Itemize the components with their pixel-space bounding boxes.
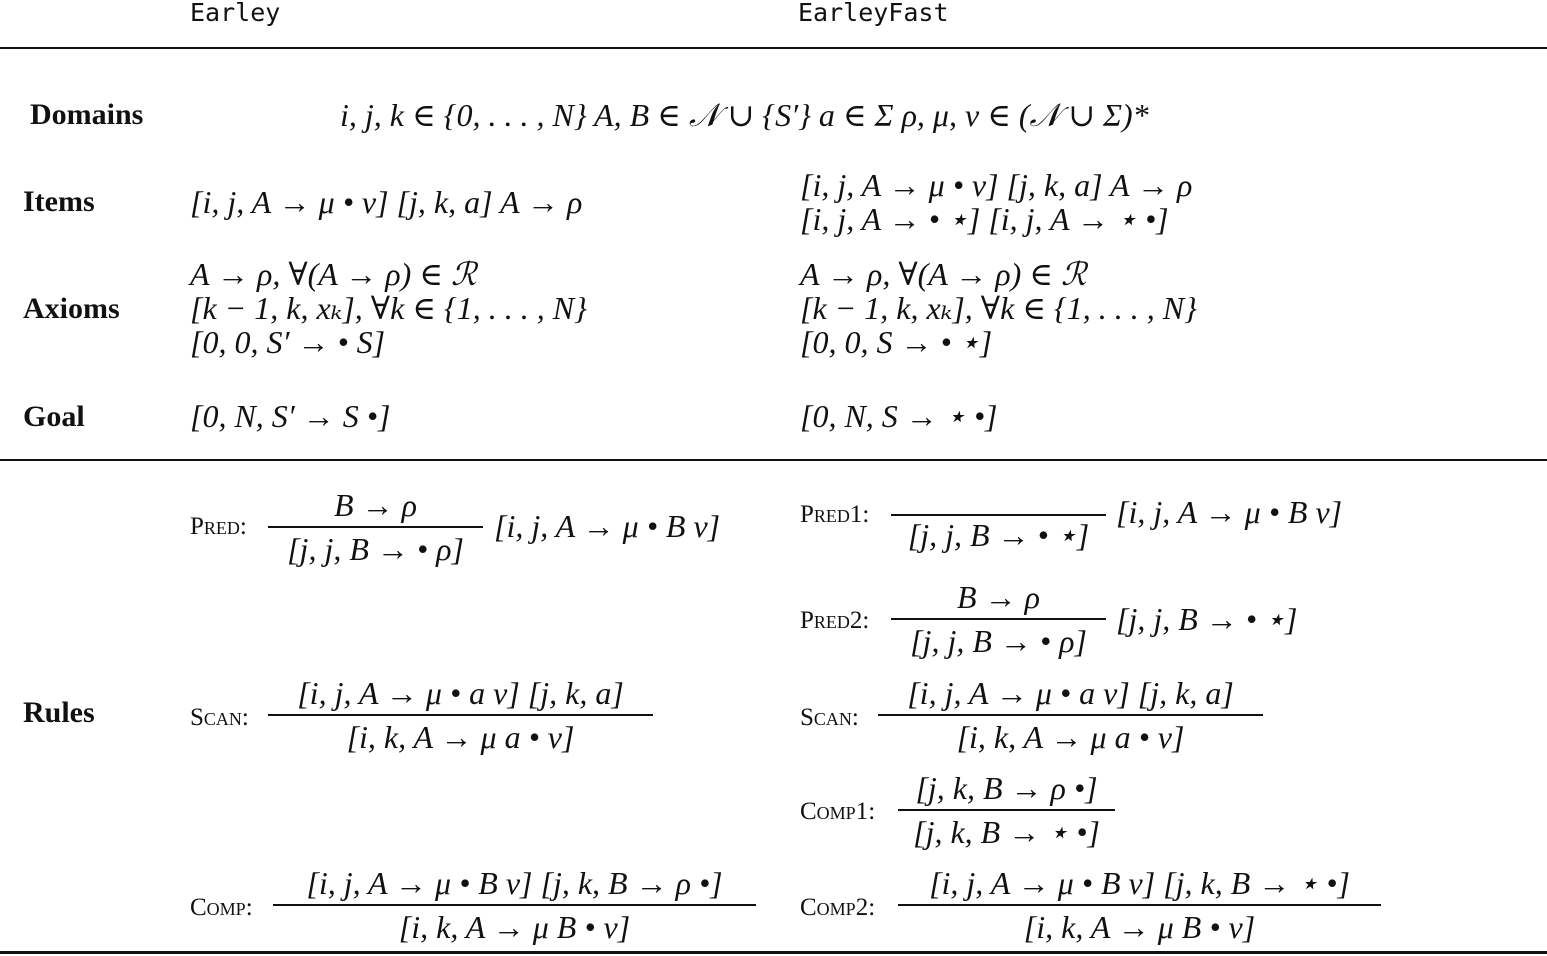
earley-axiom-2: [k − 1, k, xₖ], ∀k ∈ {1, . . . , N} <box>190 290 587 326</box>
earley-axiom-3: [0, 0, S′ → • S] <box>190 324 386 360</box>
earley-pred-side: [i, j, A → μ • B ν] <box>494 508 721 544</box>
fast-comp2-den: [i, k, A → μ B • ν] <box>1023 909 1256 945</box>
fast-comp1-name: Comp1: <box>800 798 876 825</box>
earley-comp-num: [i, j, A → μ • B ν] [j, k, B → ρ •] <box>306 865 723 901</box>
earley-pred-den: [j, j, B → • ρ] <box>287 531 464 567</box>
fast-comp1-fraction <box>898 771 1115 855</box>
label-rules: Rules <box>23 696 95 729</box>
domains-row: i, j, k ∈ {0, . . . , N} A, B ∈ 𝒩 ∪ {S′} a ∈ Σ ρ, μ, ν ∈ (𝒩 ∪ Σ)* <box>340 97 1149 133</box>
fast-pred2-num: B → ρ <box>957 579 1040 615</box>
fast-pred2-fraction <box>891 580 1106 664</box>
fast-scan-name: Scan: <box>800 704 859 731</box>
label-domains: Domains <box>30 98 144 131</box>
mid-rule <box>0 459 1547 461</box>
earley-pred-fraction <box>268 488 483 572</box>
header-earley: Earley <box>190 0 281 27</box>
earley-scan-num: [i, j, A → μ • a ν] [j, k, a] <box>297 675 624 711</box>
fast-pred2-den: [j, j, B → • ρ] <box>910 623 1087 659</box>
bottom-rule <box>0 951 1547 954</box>
fast-axiom-1: A → ρ, ∀(A → ρ) ∈ ℛ <box>800 256 1087 292</box>
fast-scan-den: [i, k, A → μ a • ν] <box>956 719 1185 755</box>
fast-axiom-3: [0, 0, S → • ⋆] <box>800 324 993 360</box>
earley-pred-bar <box>268 526 483 528</box>
fast-pred2-side: [j, j, B → • ⋆] <box>1116 601 1298 637</box>
fast-comp2-bar <box>898 904 1381 906</box>
earley-items: [i, j, A → μ • ν] [j, k, a] A → ρ <box>190 184 583 220</box>
earley-pred-num: B → ρ <box>334 487 417 523</box>
earley-comp-fraction <box>273 866 756 950</box>
earley-scan-den: [i, k, A → μ a • ν] <box>346 719 575 755</box>
earley-comp-den: [i, k, A → μ B • ν] <box>398 909 631 945</box>
fast-comp2-fraction <box>898 866 1381 950</box>
fast-comp2-name: Comp2: <box>800 894 876 921</box>
earley-scan-bar <box>268 714 653 716</box>
fast-scan-num: [i, j, A → μ • a ν] [j, k, a] <box>907 675 1234 711</box>
fast-pred1-side: [i, j, A → μ • B ν] <box>1116 494 1343 530</box>
fast-scan-fraction <box>878 676 1263 760</box>
fast-comp2-num: [i, j, A → μ • B ν] [j, k, B → ⋆ •] <box>929 865 1350 901</box>
fast-axiom-2: [k − 1, k, xₖ], ∀k ∈ {1, . . . , N} <box>800 290 1197 326</box>
label-items: Items <box>23 185 95 218</box>
fast-pred2-bar <box>891 618 1106 620</box>
fast-pred1-fraction <box>891 478 1106 558</box>
earley-comp-bar <box>273 904 756 906</box>
fast-pred1-den: [j, j, B → • ⋆] <box>907 517 1090 553</box>
fast-scan-bar <box>878 714 1263 716</box>
earley-pred-name: Pred: <box>190 513 247 540</box>
fast-pred1-bar <box>891 514 1106 516</box>
header-earleyfast: EarleyFast <box>798 0 949 27</box>
earley-scan-fraction <box>268 676 653 760</box>
fast-comp1-bar <box>898 809 1115 811</box>
earley-goal: [0, N, S′ → S •] <box>190 398 391 434</box>
label-goal: Goal <box>23 400 85 433</box>
top-rule <box>0 47 1547 49</box>
fast-pred1-name: Pred1: <box>800 501 870 528</box>
fast-items-1: [i, j, A → μ • ν] [j, k, a] A → ρ <box>800 167 1193 203</box>
earley-comp-name: Comp: <box>190 894 253 921</box>
earley-scan-name: Scan: <box>190 704 249 731</box>
fast-comp1-den: [j, k, B → ⋆ •] <box>913 814 1100 850</box>
fast-comp1-num: [j, k, B → ρ •] <box>915 770 1098 806</box>
label-axioms: Axioms <box>23 292 120 325</box>
fast-items-2: [i, j, A → • ⋆] [i, j, A → ⋆ •] <box>800 201 1169 237</box>
fast-pred2-name: Pred2: <box>800 607 870 634</box>
earley-axiom-1: A → ρ, ∀(A → ρ) ∈ ℛ <box>190 256 477 292</box>
fast-goal: [0, N, S → ⋆ •] <box>800 398 998 434</box>
